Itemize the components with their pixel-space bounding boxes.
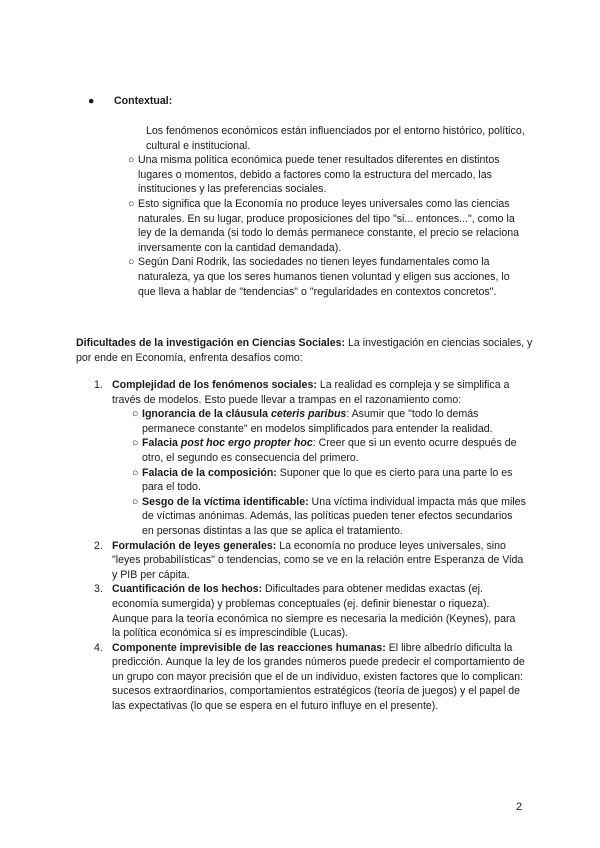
- item-number: 1.: [94, 379, 103, 391]
- subitem-text: : Creer que si un evento ocurre después de otro, el segundo es consecuencia del primero.: [142, 437, 517, 464]
- page-number: 2: [516, 801, 523, 813]
- item-title: Cuantificación de los hechos:: [112, 583, 263, 596]
- circle-bullet: ○: [128, 154, 135, 167]
- item-title: Formulación de leyes generales:: [112, 539, 277, 552]
- item-number: 4.: [94, 641, 103, 654]
- dificultades-paragraph: [76, 336, 536, 365]
- circle-bullet: ○: [128, 197, 135, 210]
- subitem-title: Sesgo de la víctima identificable:: [142, 495, 309, 508]
- item-text: La economía no produce leyes universales, sino "leyes probabilísticas" o tendencias, como se ve en la relación entre Esperanza de Vida y PIB per cápita.: [112, 539, 524, 581]
- contextual-item-text: Los fenómenos económicos están influenciados por el entorno histórico, político, cultural e institucional.: [146, 125, 525, 152]
- circle-bullet: ○: [132, 437, 139, 450]
- circle-bullet: ○: [128, 256, 135, 269]
- subitem-title: Falacia de la composición:: [142, 466, 277, 479]
- item-number: 2.: [94, 539, 103, 552]
- item-text: La realidad es compleja y se simplifica a través de modelos. Esto puede llevar a trampas en el razonamiento como:: [112, 379, 510, 406]
- list-item: [94, 539, 526, 583]
- numbered-list: [94, 378, 526, 714]
- list-item: [128, 255, 528, 299]
- list-item: [132, 407, 526, 436]
- dificultades-text: La investigación en ciencias sociales, y por ende en Economía, enfrenta desafíos como:: [76, 337, 533, 364]
- list-item: [94, 641, 526, 714]
- item-title: Complejidad de los fenómenos sociales:: [112, 379, 317, 391]
- circle-bullet: ○: [132, 408, 139, 421]
- contextual-label: Contextual:: [114, 95, 173, 107]
- subitem-title: Falacia: [142, 437, 181, 450]
- list-item: [132, 495, 526, 539]
- list-item: [94, 378, 526, 539]
- list-item: [128, 197, 528, 255]
- circle-bullet: ○: [132, 466, 139, 479]
- dificultades-heading: Dificultades de la investigación en Ciencias Sociales:: [76, 337, 346, 349]
- subitem-title-italic: post hoc ergo propter hoc: [180, 437, 313, 450]
- list-item: [128, 153, 528, 197]
- subitem-text: Una víctima individual impacta más que miles de víctimas anónimas. Además, las políticas pueden tener efectos secundarios en personas distintas a las que se aplica el tratamiento.: [142, 495, 526, 537]
- contextual-bullet: [88, 94, 536, 109]
- bullet-dot: ●: [88, 95, 95, 107]
- subitem-title-italic: ceteris paribus: [270, 408, 347, 421]
- list-item: [132, 466, 526, 495]
- contextual-item-text: Según Dani Rodrik, las sociedades no tienen leyes fundamentales como la naturaleza, ya que los seres humanos tienen voluntad y eligen sus acciones, lo que lleva a hablar de "tendencias" o "regularidades en contextos concretos".: [138, 256, 510, 298]
- list-item: [132, 436, 526, 465]
- nested-list: [132, 407, 526, 538]
- contextual-item-text: Esto significa que la Economía no produce leyes universales como las ciencias naturales. En su lugar, produce proposiciones del tipo "si... entonces...", como la ley de la demanda (si todo lo demás permanece constante, el precio se relaciona inversamente con la cantidad demandada).: [138, 197, 520, 254]
- subitem-text: : Asumir que "todo lo demás permanece constante" en modelos simplificados para entender la realidad.: [142, 408, 493, 435]
- item-title: Componente imprevisible de las reacciones humanas:: [112, 641, 386, 654]
- subitem-text: Suponer que lo que es cierto para una parte lo es para el todo.: [142, 466, 513, 494]
- list-item: [128, 124, 528, 153]
- contextual-item-text: Una misma política económica puede tener resultados diferentes en distintos lugares o momentos, debido a factores como la estructura del mercado, las instituciones y las preferencias sociales.: [138, 154, 500, 196]
- contextual-sublist: [128, 124, 528, 299]
- circle-bullet: ○: [132, 495, 139, 508]
- item-text: Dificultades para obtener medidas exactas (ej. economía sumergida) y problemas conceptuales (ej. definir bienestar o riqueza). Aunque para la teoría económica no siempre es necesaria la medición (Keynes), para la política económica sí es imprescindible (Lucas).: [112, 583, 516, 640]
- item-number: 3.: [94, 583, 103, 596]
- list-item: [94, 582, 526, 640]
- subitem-title: Ignorancia de la cláusula: [142, 408, 271, 421]
- item-text: El libre albedrío dificulta la predicción. Aunque la ley de los grandes números puede predecir el comportamiento de un grupo con mayor precisión que el de un individuo, existen factores que lo complican: sucesos extraordinarios, comportamientos estratégicos (teoría de juegos) y el papel de las expectativas (lo que se espera en el futuro influye en el presente).: [112, 641, 525, 713]
